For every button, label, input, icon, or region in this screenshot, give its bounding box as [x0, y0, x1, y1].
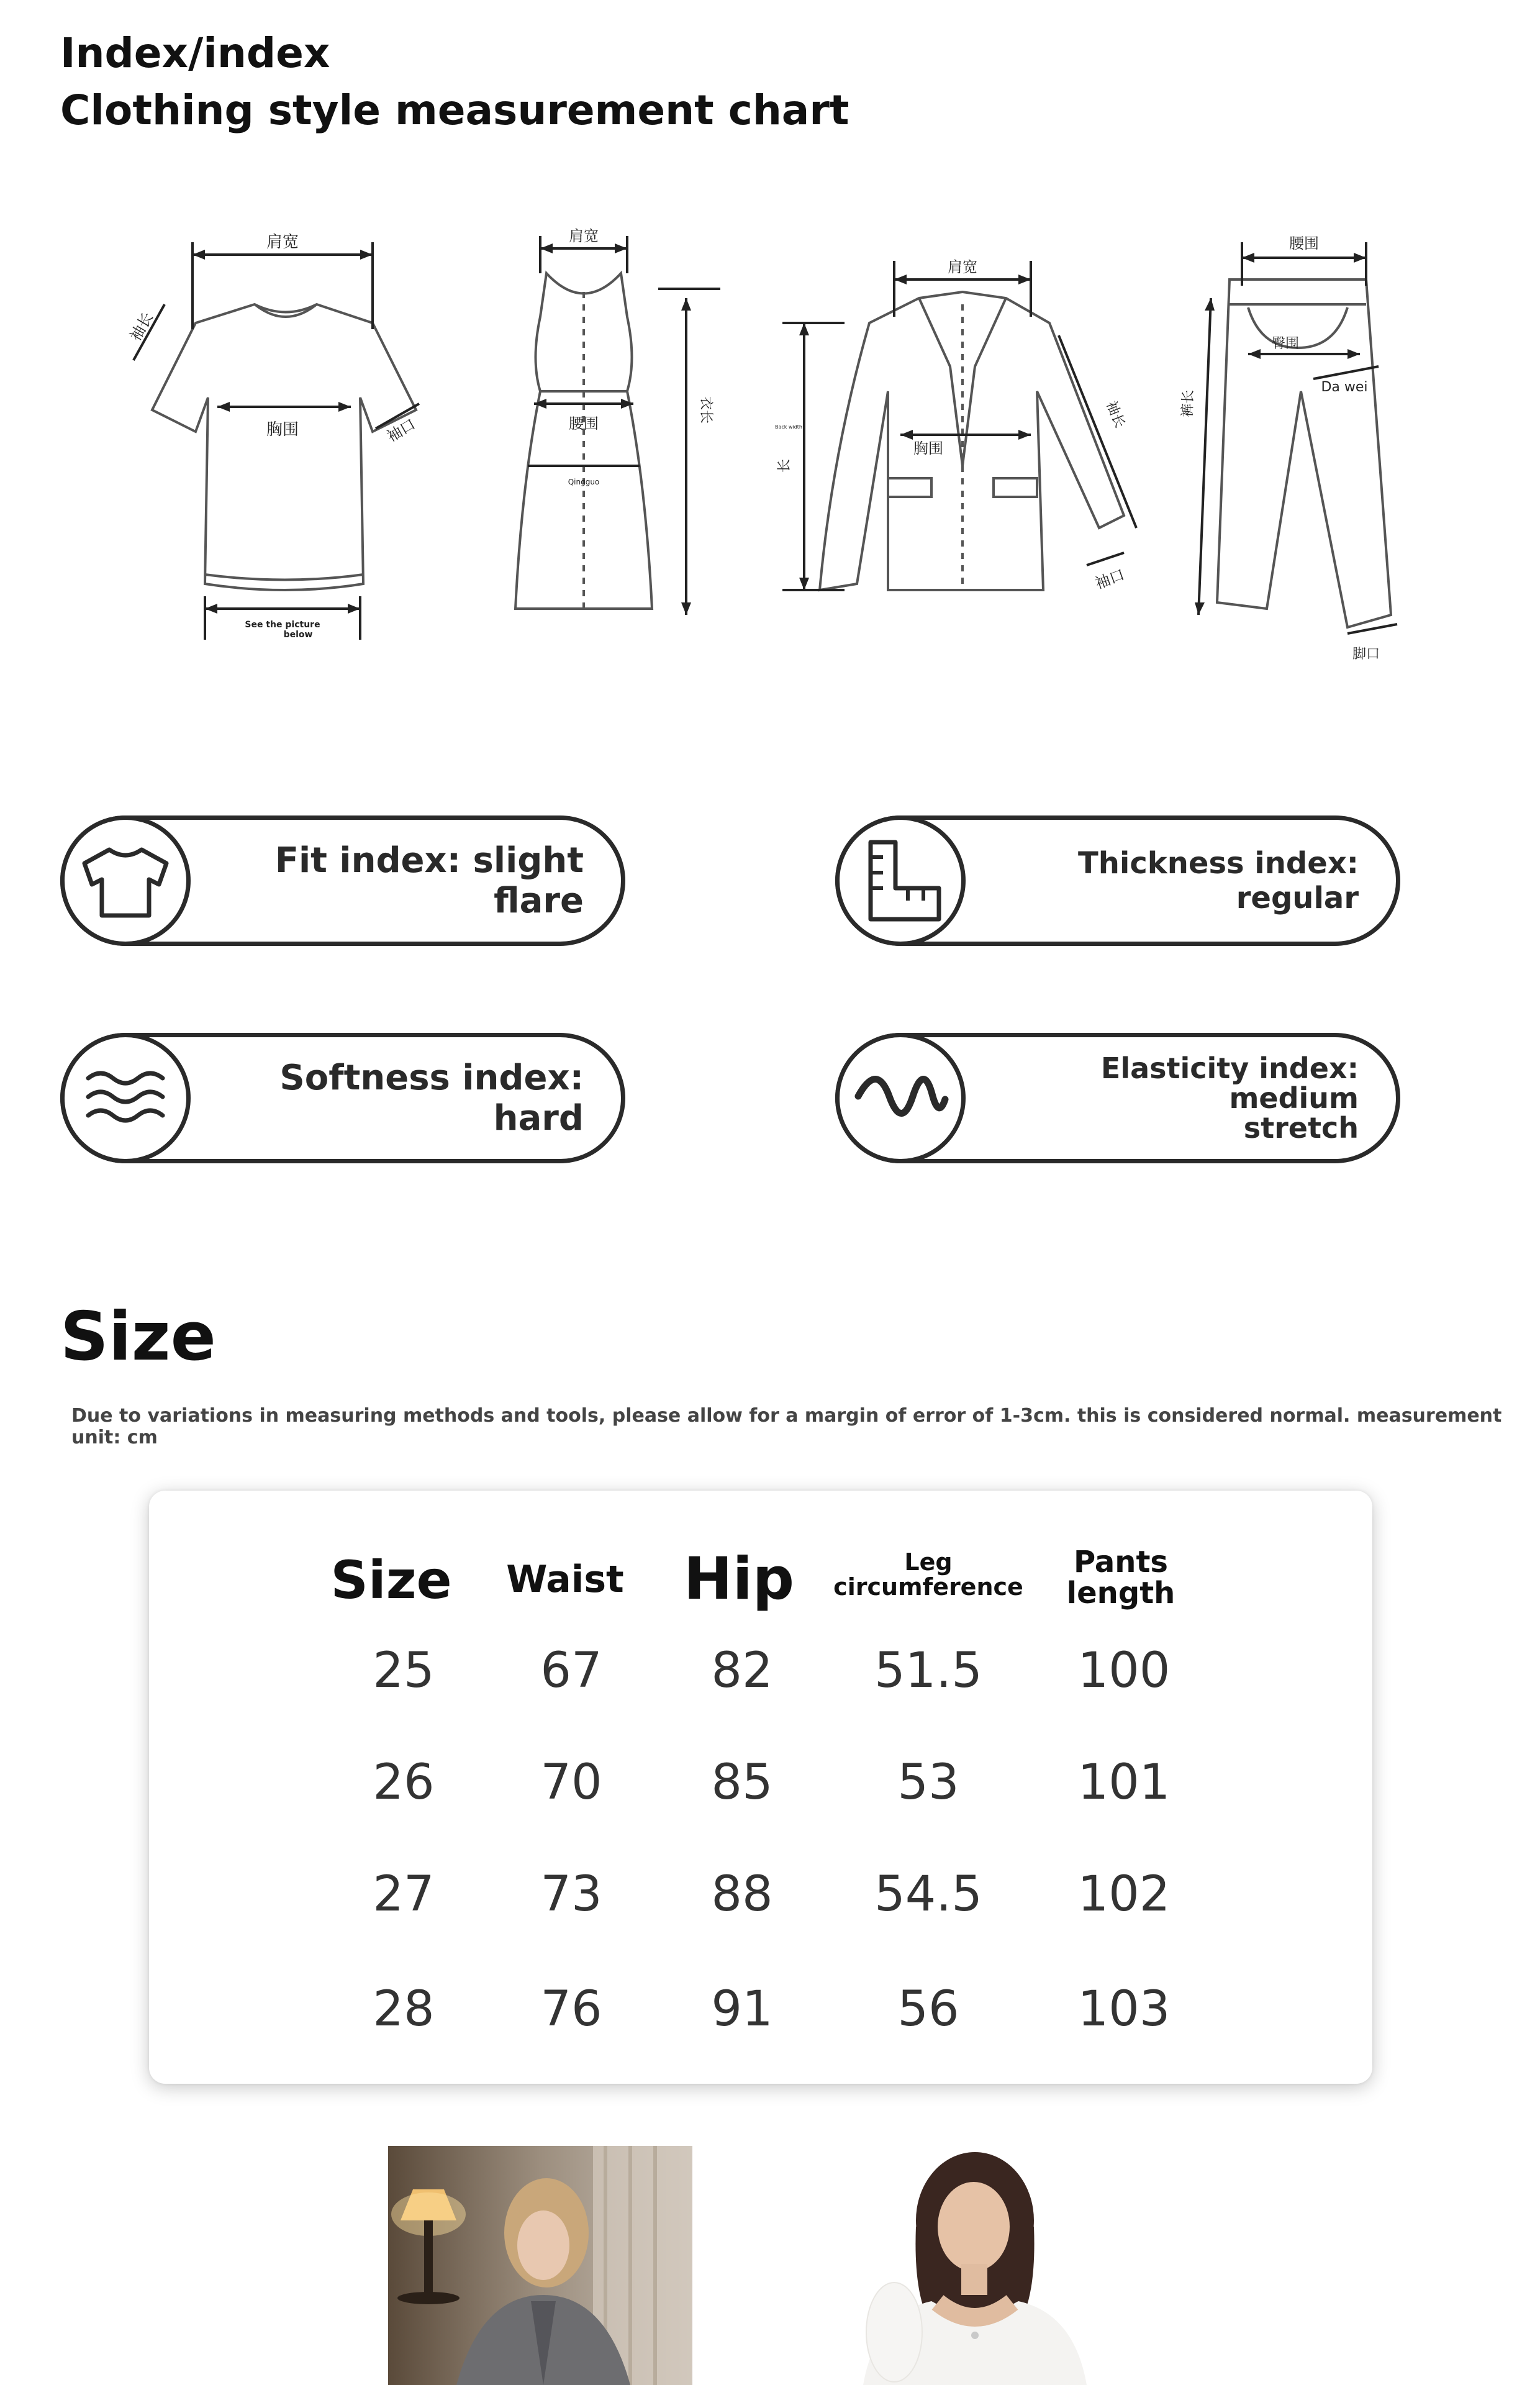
softness-index-line: Softness index: hard [279, 1058, 584, 1138]
pants-hip-label: 臀围 [1271, 336, 1300, 352]
fit-index-pill [60, 815, 625, 946]
fit-index-line: Fit index: slight flare [274, 840, 584, 921]
col-header-leg-line-2: circumference [833, 1573, 1023, 1601]
waves-icon [60, 1033, 191, 1163]
chest-label: 胸围 [266, 420, 299, 439]
tshirt-diagram [112, 205, 435, 677]
table-cell: 54.5 [874, 1866, 982, 1922]
table-cell: 103 [1077, 1981, 1171, 2037]
page-title-chart: Clothing style measurement chart [60, 86, 849, 134]
thickness-index-text [982, 820, 1359, 942]
blazer-sleeve-label: 袖长 [1103, 399, 1128, 430]
shoulder-label: 肩宽 [266, 233, 299, 252]
elasticity-index-line-2: stretch [1243, 1111, 1359, 1145]
blazer-shoulder-label: 肩宽 [948, 258, 977, 276]
tshirt-icon [60, 815, 191, 946]
dress-length-label: 衣长 [698, 396, 713, 424]
table-cell: 25 [373, 1643, 435, 1699]
table-cell: 51.5 [874, 1643, 982, 1699]
pants-waist-label: 腰围 [1289, 235, 1319, 252]
table-cell: 85 [711, 1755, 773, 1810]
table-cell: 53 [897, 1755, 959, 1810]
elasticity-index-line-1: Elasticity index: medium [1100, 1052, 1359, 1115]
table-cell: 26 [373, 1755, 435, 1810]
blazer-cuff-label: 袖口 [1092, 566, 1127, 593]
model-photo-left [388, 2146, 692, 2385]
table-cell: 82 [711, 1643, 773, 1699]
col-header-hip: Hip [683, 1545, 795, 1613]
table-cell: 100 [1077, 1643, 1171, 1699]
size-section-title: Size [60, 1298, 216, 1376]
elasticity-index-text [982, 1037, 1359, 1159]
col-header-pants-line-2: length [1066, 1576, 1175, 1610]
blazer-small-note: Back width [774, 424, 803, 430]
thickness-index-line: Thickness index: regular [1077, 846, 1359, 915]
size-table-card [149, 1491, 1372, 2084]
pants-hem-label: 脚口 [1352, 647, 1380, 662]
table-cell: 76 [540, 1981, 602, 2037]
col-header-leg [829, 1550, 1028, 1599]
measurement-diagrams [112, 205, 1428, 702]
softness-index-pill [60, 1033, 625, 1163]
col-header-pants-length [1043, 1547, 1198, 1609]
dress-shoulder-label: 肩宽 [569, 227, 599, 245]
col-header-pants-line-1: Pants [1074, 1545, 1168, 1579]
col-header-size: Size [330, 1550, 452, 1610]
blazer-outline-icon [764, 205, 1149, 640]
pants-diagram [1180, 205, 1428, 702]
table-cell: 28 [373, 1981, 435, 2037]
hem-note-1: See the picture [245, 620, 320, 630]
dress-outline-icon [472, 205, 720, 640]
table-cell: 102 [1077, 1866, 1171, 1922]
hem-note-2: below [283, 630, 313, 640]
dress-diagram [472, 205, 720, 640]
table-cell: 73 [540, 1866, 602, 1922]
dress-hem-label: Qingguo [568, 478, 600, 486]
pants-outline-icon [1180, 205, 1428, 702]
table-cell: 27 [373, 1866, 435, 1922]
elastic-icon [835, 1033, 966, 1163]
col-header-leg-line-1: Leg [904, 1548, 953, 1576]
page-title-index: Index/index [60, 29, 330, 77]
blazer-diagram [764, 205, 1149, 640]
pants-leg-label: Da wei [1321, 379, 1368, 395]
dress-waist-label: 腰围 [569, 415, 599, 432]
table-cell: 101 [1077, 1755, 1171, 1810]
softness-index-text [207, 1037, 584, 1159]
page-header [60, 25, 849, 139]
table-cell: 70 [540, 1755, 602, 1810]
sleeve-length-label: 袖长 [126, 309, 157, 344]
table-cell: 91 [711, 1981, 773, 2037]
cuff-label: 袖口 [384, 415, 419, 446]
thickness-index-pill [835, 815, 1400, 946]
ruler-icon [835, 815, 966, 946]
table-cell: 88 [711, 1866, 773, 1922]
elasticity-index-pill [835, 1033, 1400, 1163]
model-photo-right [838, 2146, 1105, 2385]
tshirt-outline-icon [112, 205, 435, 677]
pants-length-label: 裤长 [1180, 389, 1197, 418]
blazer-chest-label: 胸围 [913, 440, 943, 457]
table-cell: 67 [540, 1643, 602, 1699]
col-header-waist: Waist [506, 1558, 624, 1601]
fit-index-text [207, 820, 584, 942]
blazer-length-label: 长 [777, 458, 792, 473]
table-cell: 56 [897, 1981, 959, 2037]
size-note: Due to variations in measuring methods and tools, please allow for a margin of error of 1-3cm. this is considered normal. measurement unit: cm [71, 1405, 1502, 1448]
